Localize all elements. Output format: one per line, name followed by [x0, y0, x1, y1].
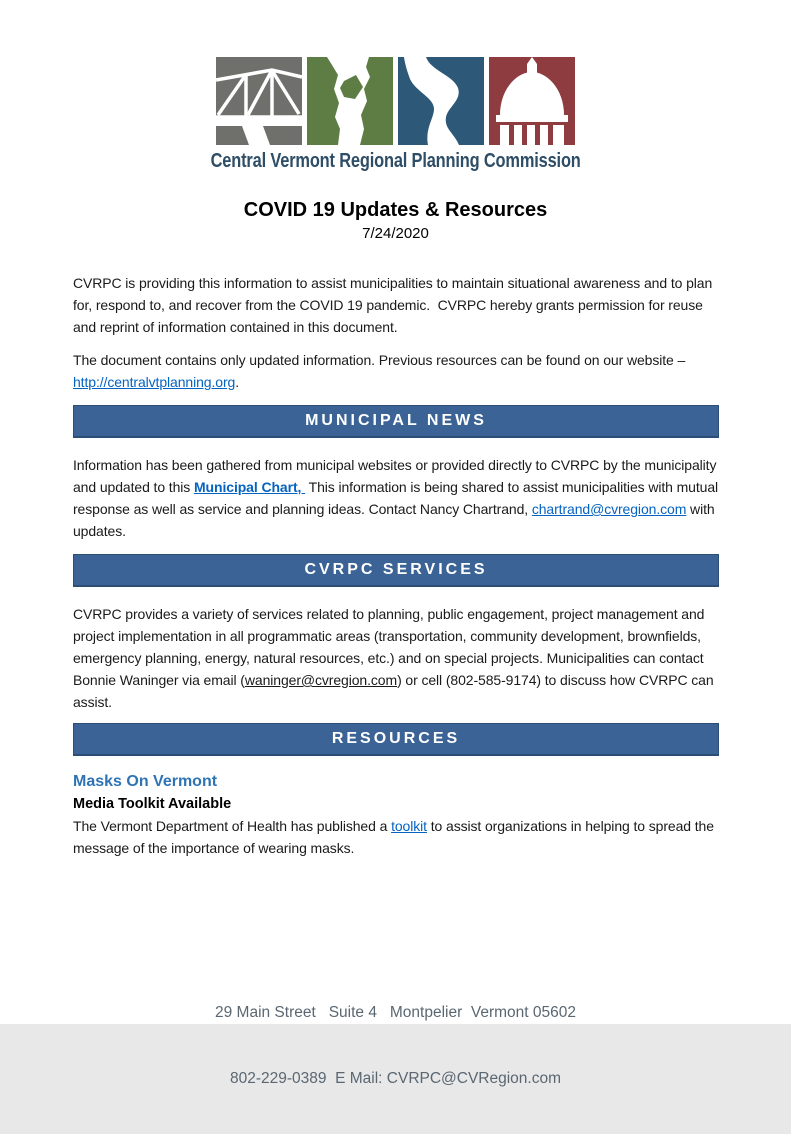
media-toolkit-heading: Media Toolkit Available	[73, 796, 232, 812]
covered-bridge-icon	[216, 57, 302, 145]
logo	[0, 0, 791, 173]
municipal-news-banner-label: MUNICIPAL NEWS	[305, 412, 487, 429]
resources-banner	[73, 723, 719, 756]
cvrpc-services-banner-label: CVRPC SERVICES	[304, 561, 488, 578]
toolkit-link[interactable]: toolkit	[391, 818, 427, 834]
vermont-map-icon	[307, 57, 393, 145]
services-text-2: ) or cell (802-585-9174) to discuss how CVRPC can assist.	[73, 672, 718, 710]
resources-banner-label: RESOURCES	[331, 730, 461, 747]
municipal-text-1: Information has been gathered from municipal websites or provided directly to CVRPC by the municipality and updated to this	[73, 457, 721, 495]
toolkit-paragraph	[73, 815, 719, 859]
footer	[0, 958, 791, 1134]
footer-address: 29 Main Street Suite 4 Montpelier Vermont 05602	[214, 1004, 576, 1021]
municipal-text-3: with updates.	[73, 501, 719, 539]
capitol-dome-icon	[489, 57, 575, 145]
website-paragraph	[73, 349, 719, 393]
document-body	[0, 272, 791, 859]
intro-text: CVRPC is providing this information to assist municipalities to maintain situational awareness and to plan for, respond to, and recover from the COVID 19 pandemic. CVRPC hereby grants permission for reuse and reprint of information contained in this document.	[73, 275, 716, 335]
waninger-email-link[interactable]: waninger@cvregion.com	[244, 672, 398, 688]
chartrand-email-link[interactable]: chartrand@cvregion.com	[531, 501, 687, 517]
toolkit-text-2: to assist organizations in helping to spread the message of the importance of wearing masks.	[73, 818, 718, 856]
masks-on-vermont-heading: Masks On Vermont	[73, 773, 218, 790]
services-paragraph	[73, 603, 719, 713]
footer-contact: 802-229-0389 E Mail: CVRPC@CVRegion.com	[229, 1070, 562, 1087]
org-name: Central Vermont Regional Planning Commission	[210, 150, 581, 172]
municipal-chart-link[interactable]: Municipal Chart,	[194, 479, 306, 495]
cvrpc-services-banner	[73, 554, 719, 587]
page-date: 7/24/2020	[362, 225, 429, 242]
winding-river-icon	[398, 57, 484, 145]
toolkit-text-1: The Vermont Department of Health has published a	[73, 818, 392, 834]
intro-paragraph	[73, 272, 719, 338]
website-link[interactable]: http://centralvtplanning.org	[73, 374, 236, 390]
logo-tiles	[0, 57, 791, 145]
services-text-1: CVRPC provides a variety of services related to planning, public engagement, project management and project implementation in all programmatic areas (transportation, community development, brownfields, emergency planning, energy, natural resources, etc.) and on special projects. Municipalities can contact Bonnie Waninger via email (	[73, 606, 709, 688]
page-title: COVID 19 Updates & Resources	[243, 199, 548, 221]
municipal-text-2: This information is being shared to assist municipalities with mutual response as well as service and planning ideas. Contact Nancy Chartrand,	[73, 479, 722, 517]
website-text-end: .	[235, 374, 239, 390]
website-text: The document contains only updated information. Previous resources can be found on our website –	[73, 352, 690, 368]
municipal-news-banner	[73, 405, 719, 438]
municipal-news-paragraph	[73, 454, 722, 542]
